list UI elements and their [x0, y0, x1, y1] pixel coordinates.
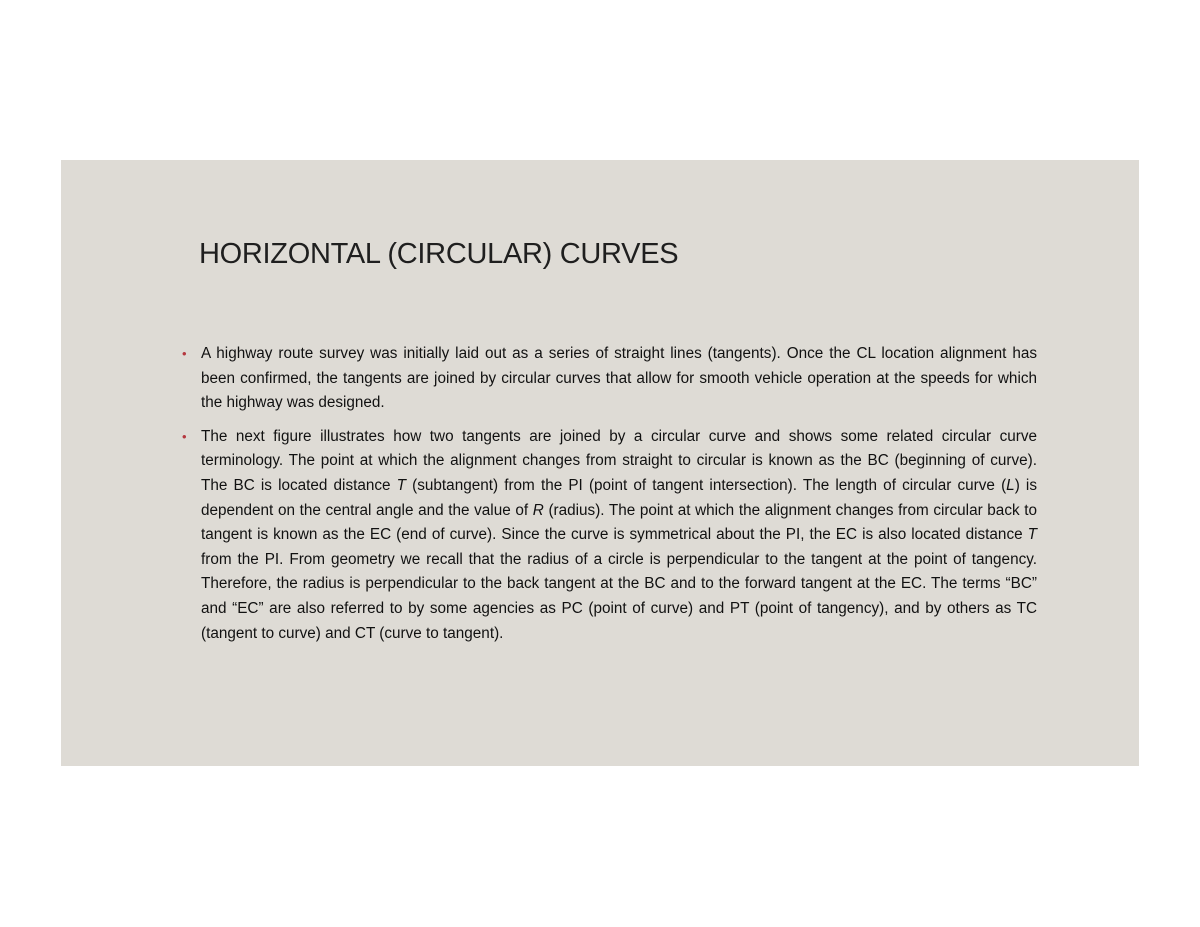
italic-term: T: [396, 476, 407, 494]
italic-term: T: [1027, 526, 1037, 544]
slide-title: HORIZONTAL (CIRCULAR) CURVES: [199, 238, 679, 270]
bullet-text: (subtangent) from the PI (point of tangent intersection). The length of circular curve (: [406, 476, 1007, 494]
bullet-item: [181, 342, 1037, 416]
italic-term: L: [1006, 476, 1015, 494]
bullet-text: ) is dependent on the central angle and the value of: [201, 476, 1037, 519]
slide: [61, 160, 1139, 766]
bullet-text: The next figure illustrates how two tangents are joined by a circular curve and shows some related circular curve terminology. The point at which the alignment changes from straight to circular is known as the BC (beginning of curve). The BC is located distance: [201, 427, 1037, 494]
bullet-text: (radius). The point at which the alignment changes from circular back to tangent is known as the EC (end of curve). Since the curve is symmetrical about the PI, the EC is also located distance: [201, 501, 1038, 544]
bullet-text: A highway route survey was initially laid out as a series of straight lines (tangents). Once the CL location alignment has been confirmed, the tangents are joined by circular curves that allow for smooth vehicle operation at the speeds for which the highway was designed.: [201, 345, 1037, 412]
bullet-dot-icon: •: [182, 428, 187, 444]
italic-term: R: [532, 501, 544, 519]
bullet-text: from the PI. From geometry we recall that the radius of a circle is perpendicular to the tangent at the point of tangency. Therefore, the radius is perpendicular to the back tangent at the BC and to the forward tangent at the EC. The terms “BC” and “EC” are also referred to by some agencies as PC (point of curve) and PT (point of tangency), and by others as TC (tangent to curve) and CT (curve to tangent).: [201, 550, 1037, 642]
bullet-list: [181, 342, 1037, 655]
bullet-dot-icon: •: [182, 346, 187, 361]
bullet-item: [181, 425, 1037, 646]
